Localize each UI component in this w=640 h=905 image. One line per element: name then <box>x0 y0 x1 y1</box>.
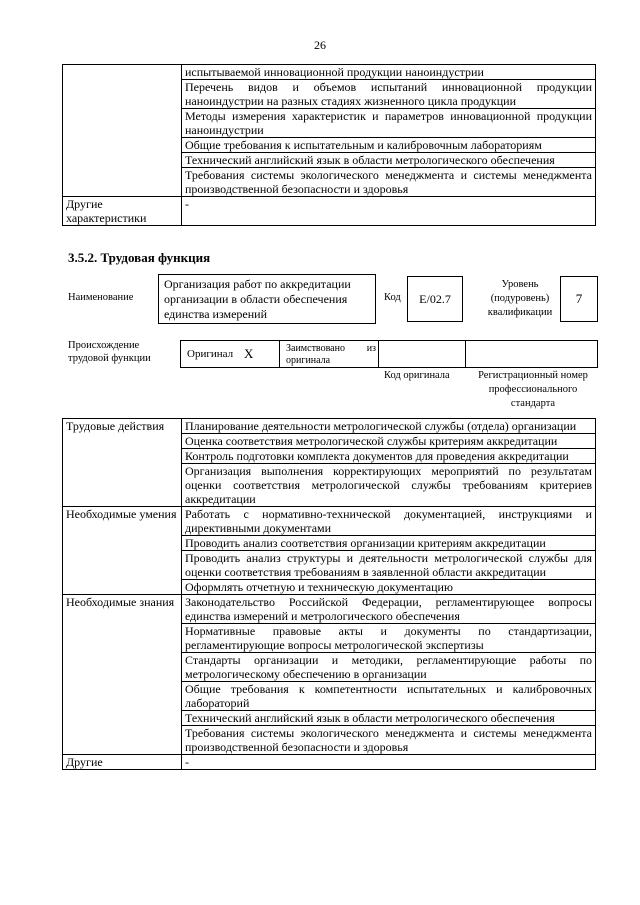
code-label: Код <box>384 292 401 303</box>
table-row <box>63 507 596 536</box>
reg-number-cell <box>465 340 598 368</box>
list-item: Контроль подготовки комплекта документов для проведения аккредитации <box>182 449 596 464</box>
list-item: испытываемой инновационной продукции наноиндустрии <box>182 65 596 80</box>
list-item: Проводить анализ соответствия организации критериям аккредитации <box>182 536 596 551</box>
borrowed-cell <box>279 340 379 368</box>
top-table <box>62 64 596 226</box>
section-label: Необходимые знания <box>63 595 182 755</box>
list-item: Организация выполнения корректирующих мероприятий по результатам оценки соответствия метрологической службы требованиям критериев аккредитации <box>182 464 596 507</box>
list-item: Стандарты организации и методики, регламентирующие работы по метрологическому обеспечению в организации <box>182 653 596 682</box>
original-cell <box>180 340 280 368</box>
code-original-cell <box>378 340 466 368</box>
qualification-level-label: Уровень (подуровень) квалификации <box>487 279 553 318</box>
list-item: Оценка соответствия метрологической службы критериям аккредитации <box>182 434 596 449</box>
table-row <box>63 595 596 624</box>
list-item: Требования системы экологического менеджмента и системы менеджмента производственной безопасности и здоровья <box>182 726 596 755</box>
list-item: Перечень видов и объемов испытаний инновационной продукции наноиндустрии на разных стадиях жизненного цикла продукции <box>182 80 596 109</box>
qualification-level: 7 <box>560 276 598 322</box>
section-label: Другие <box>63 755 182 770</box>
list-item: Планирование деятельности метрологической службы (отдела) организации <box>182 419 596 434</box>
reg-number-label: Регистрационный номер профессионального стандарта <box>478 370 588 409</box>
list-item: Общие требования к компетентности испытательных и калибровочных лабораторий <box>182 682 596 711</box>
list-item: Нормативные правовые акты и документы по стандартизации, регламентирующие вопросы метрологической экспертизы <box>182 624 596 653</box>
function-code: E/02.7 <box>407 276 463 322</box>
list-item: - <box>182 197 596 226</box>
list-item: Проводить анализ структуры и деятельности метрологической службы для оценки соответствия требованиям в заявленной области аккредитации <box>182 551 596 580</box>
row-label: Другие характеристики <box>63 197 182 226</box>
list-item: Общие требования к испытательным и калибровочным лабораториям <box>182 138 596 153</box>
list-item: Работать с нормативно-технической документацией, инструкциями и директивными документами <box>182 507 596 536</box>
main-table <box>62 418 596 770</box>
original-label: Оригинал <box>187 348 234 360</box>
table-row <box>63 197 596 226</box>
origin-label: Происхождение трудовой функции <box>68 340 151 364</box>
name-label: Наименование <box>68 292 134 303</box>
page-number: 26 <box>314 38 326 52</box>
table-row <box>63 65 596 80</box>
list-item: Технический английский язык в области метрологического обеспечения <box>182 711 596 726</box>
section-title: 3.5.2. Трудовая функция <box>68 250 211 265</box>
section-label: Необходимые умения <box>63 507 182 595</box>
list-item: Методы измерения характеристик и параметров инновационной продукции наноиндустрии <box>182 109 596 138</box>
code-original-label: Код оригинала <box>384 370 450 381</box>
row-label <box>63 65 182 197</box>
list-item: Требования системы экологического менеджмента и системы менеджмента производственной безопасности и здоровья <box>182 168 596 197</box>
list-item: Оформлять отчетную и техническую документацию <box>182 580 596 595</box>
list-item: Законодательство Российской Федерации, регламентирующее вопросы единства измерений и метрологического обеспечения <box>182 595 596 624</box>
original-mark: X <box>244 346 254 361</box>
section-label: Трудовые действия <box>63 419 182 507</box>
list-item: Технический английский язык в области метрологического обеспечения <box>182 153 596 168</box>
table-row <box>63 419 596 434</box>
borrowed-label: Заимствовано из оригинала <box>286 343 376 366</box>
table-row <box>63 755 596 770</box>
list-item: - <box>182 755 596 770</box>
function-name: Организация работ по аккредитации организации в области обеспечения единства измерений <box>158 274 376 324</box>
